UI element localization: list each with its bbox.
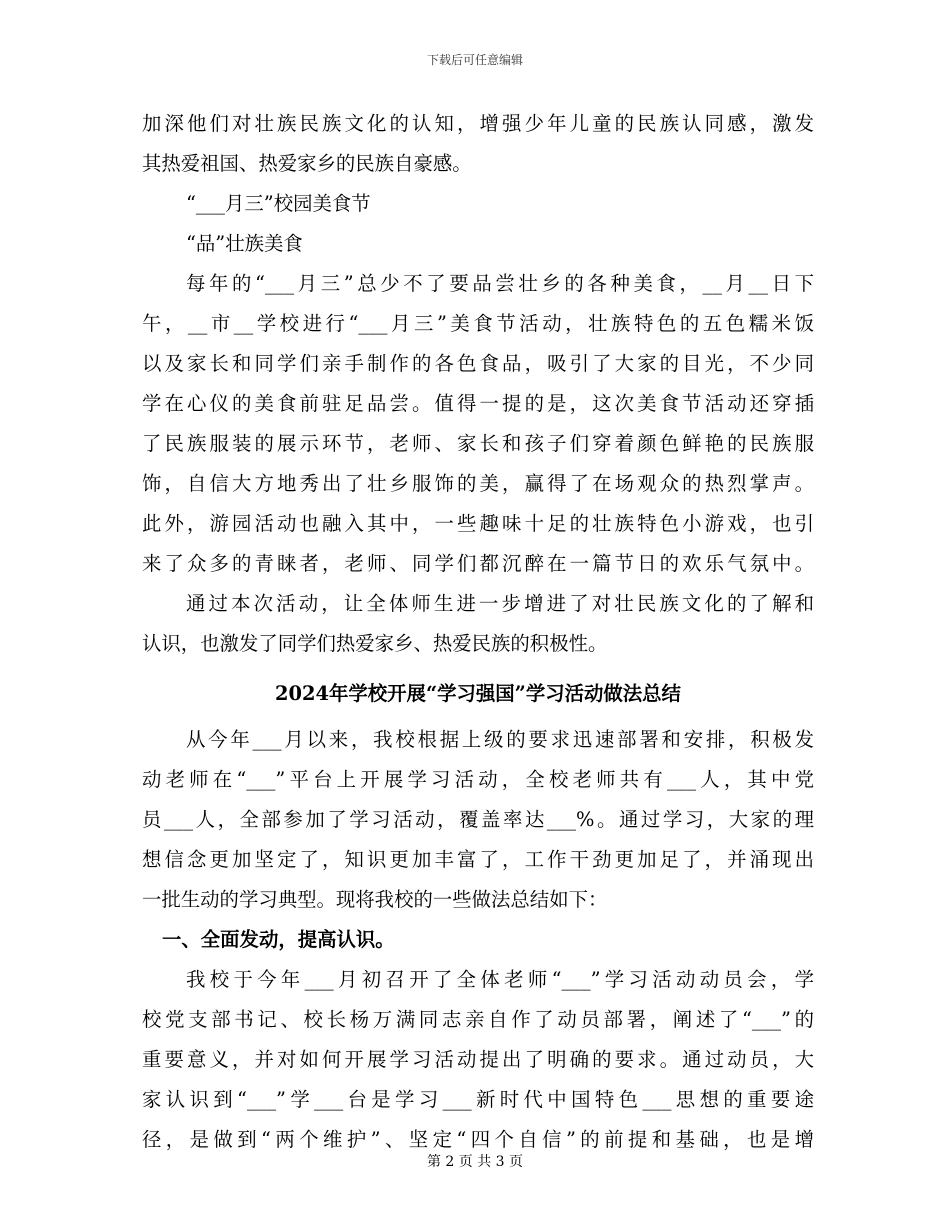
- para4-line-3: 重要意义，并对如何开展学习活动提出了明确的要求。通过动员，大: [142, 1048, 814, 1071]
- para3-line-3: 员___人，全部参加了学习活动，覆盖率达___%。通过学习，大家的理: [142, 808, 814, 831]
- para4-line-4: 家认识到“___”学___台是学习___新时代中国特色___思想的重要途: [142, 1088, 814, 1111]
- festival-title: “___月三”校园美食节: [186, 192, 371, 215]
- intro-line-1: 加深他们对壮族民族文化的认知，增强少年儿童的民族认同感，激发: [142, 112, 814, 135]
- para3-line-1: 从今年___月以来，我校根据上级的要求迅速部署和安排，积极发: [186, 728, 814, 751]
- para1-line-3: 以及家长和同学们亲手制作的各色食品，吸引了大家的目光，不少同: [142, 352, 814, 375]
- para2-line-2: 认识，也激发了同学们热爱家乡、热爱民族的积极性。: [142, 632, 608, 655]
- page-footer: 第 2 页 共 3 页: [426, 1154, 524, 1170]
- para1-line-4: 学在心仪的美食前驻足品尝。值得一提的是，这次美食节活动还穿插: [142, 392, 814, 415]
- para1-line-6: 饰，自信大方地秀出了壮乡服饰的美，赢得了在场观众的热烈掌声。: [142, 472, 814, 495]
- document-title: 2024年学校开展“学习强国”学习活动做法总结: [275, 682, 681, 705]
- para1-line-1: 每年的“___月三”总少不了要品尝壮乡的各种美食，__月__日下: [186, 272, 814, 295]
- para1-line-8: 来了众多的青睐者，老师、同学们都沉醉在一篇节日的欢乐气氛中。: [142, 552, 814, 575]
- page-header: 下载后可任意编辑: [426, 53, 523, 67]
- para3-line-4: 想信念更加坚定了，知识更加丰富了，工作干劲更加足了，并涌现出: [142, 848, 814, 871]
- para4-line-1: 我校于今年___月初召开了全体老师“___”学习活动动员会，学: [186, 968, 814, 991]
- para1-line-7: 此外，游园活动也融入其中，一些趣味十足的壮族特色小游戏，也引: [142, 512, 814, 535]
- para3-line-2: 动老师在“___”平台上开展学习活动，全校老师共有___人，其中党: [142, 768, 814, 791]
- document-body: [142, 104, 814, 1160]
- para2-line-1: 通过本次活动，让全体师生进一步增进了对壮民族文化的了解和: [186, 592, 814, 615]
- section-heading: 一、全面发动，提高认识。: [162, 928, 395, 951]
- para4-line-5: 径，是做到“两个维护”、坚定“四个自信”的前提和基础，也是增: [142, 1128, 814, 1151]
- para1-line-5: 了民族服装的展示环节，老师、家长和孩子们穿着颜色鲜艳的民族服: [142, 432, 814, 455]
- intro-line-2: 其热爱祖国、热爱家乡的民族自豪感。: [142, 152, 472, 175]
- festival-subtitle: “品”壮族美食: [186, 232, 303, 255]
- para4-line-2: 校党支部书记、校长杨万满同志亲自作了动员部署，阐述了“___”的: [142, 1008, 814, 1031]
- para1-line-2: 午，__市__学校进行“___月三”美食节活动，壮族特色的五色糯米饭: [142, 312, 814, 335]
- para3-line-5: 一批生动的学习典型。现将我校的一些做法总结如下：: [142, 888, 608, 911]
